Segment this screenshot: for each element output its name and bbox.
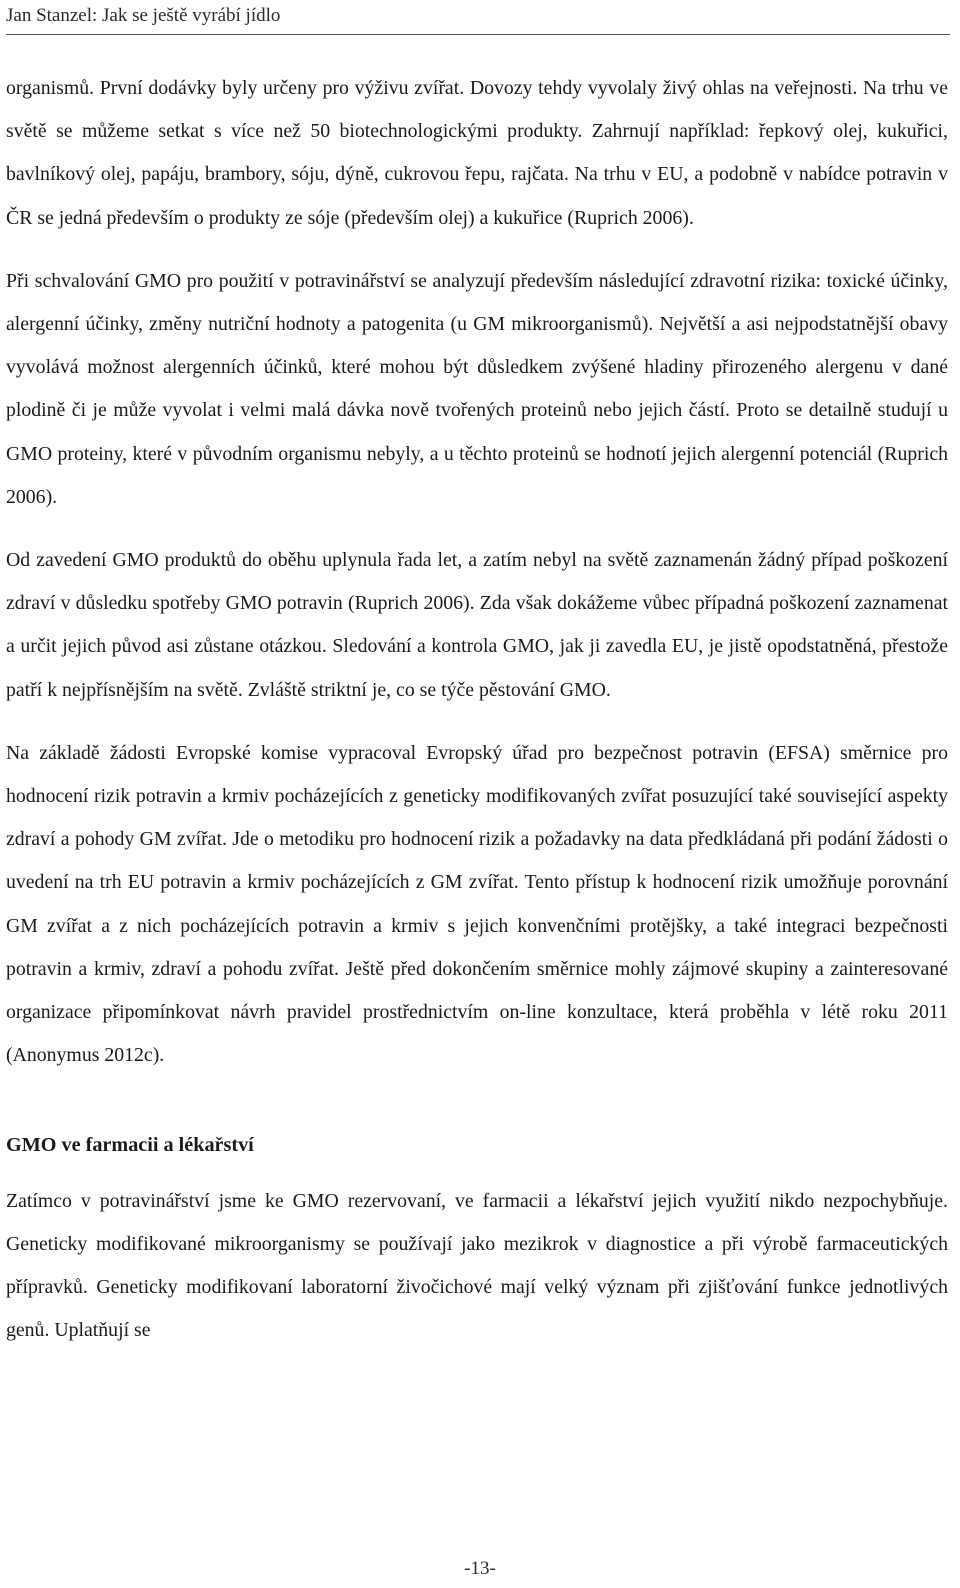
running-title: Jan Stanzel: Jak se ještě vyrábí jídlo — [6, 5, 281, 26]
paragraph-efsa-guidelines: Na základě žádosti Evropské komise vypracoval Evropský úřad pro bezpečnost potravin (EFSA) směrnice pro hodnocení rizik potravin a krmiv pocházejících z geneticky modifikovaných zvířat posuzující také související aspekty zdraví a pohody GM zvířat. Jde o metodiku pro hodnocení rizik a požadavky na data předkládaná při podání žádosti o uvedení na trh EU potravin a krmiv pocházejících z GM zvířat. Tento přístup k hodnocení rizik umožňuje porovnání GM zvířat a z nich pocházejících potravin a krmiv s jejich konvenčními protějšky, a také integraci bezpečnosti potravin a krmiv, zdraví a pohodu zvířat. Ještě před dokončením směrnice mohly zájmové skupiny a zainteresované organizace připomínkovat návrh pravidel prostřednictvím on-line konzultace, která proběhla v létě roku 2011 (Anonymus 2012c). — [6, 741, 948, 1067]
paragraph-gmo-products: organismů. První dodávky byly určeny pro výživu zvířat. Dovozy tehdy vyvolaly živý ohlas na veřejnosti. Na trhu ve světě se můžeme setkat s více než 50 biotechnologickými produkty. Zahrnují například: řepkový olej, kukuřici, bavlníkový olej, papáju, brambory, sóju, dýně, cukrovou řepu, rajčata. Na trhu v EU, a podobně v nabídce potravin v ČR se jedná především o produkty ze sóje (především olej) a kukuřice (Ruprich 2006). — [6, 77, 948, 229]
page-number: -13- — [464, 1558, 496, 1579]
document-body — [6, 67, 948, 1352]
running-header — [6, 2, 950, 35]
section-heading-pharmacy: GMO ve farmacii a lékařství — [6, 1134, 254, 1157]
paragraph-health-risks: Při schvalování GMO pro použití v potravinářství se analyzují především následující zdravotní rizika: toxické účinky, alergenní účinky, změny nutriční hodnoty a patogenita (u GM mikroorganismů). Největší a asi nejpodstatnější obavy vyvolává možnost alergenních účinků, které mohou být důsledkem zvýšené hladiny přirozeného alergenu v dané plodině či je může vyvolat i velmi malá dávka nově tvořených proteinů nebo jejich částí. Proto se detailně studují u GMO proteiny, které v původním organismu nebyly, a u těchto proteinů se hodnotí jejich alergenní potenciál (Ruprich 2006). — [6, 269, 948, 508]
paragraph-no-harm-recorded: Od zavedení GMO produktů do oběhu uplynula řada let, a zatím nebyl na světě zaznamenán žádný případ poškození zdraví v důsledku spotřeby GMO potravin (Ruprich 2006). Zda však dokážeme vůbec případná poškození zaznamenat a určit jejich původ asi zůstane otázkou. Sledování a kontrola GMO, jak ji zavedla EU, je jistě opodstatněná, přestože patří k nejpřísnějším na světě. Zvláště striktní je, co se týče pěstování GMO. — [6, 549, 948, 701]
paragraph-pharmacy-medicine: Zatímco v potravinářství jsme ke GMO rezervovaní, ve farmacii a lékařství jejich využití nikdo nezpochybňuje. Geneticky modifikované mikroorganismy se používají jako mezikrok v diagnostice a při výrobě farmaceutických přípravků. Geneticky modifikovaní laboratorní živočichové mají velký význam při zjišťování funkce jednotlivých genů. Uplatňují se — [6, 1189, 948, 1342]
